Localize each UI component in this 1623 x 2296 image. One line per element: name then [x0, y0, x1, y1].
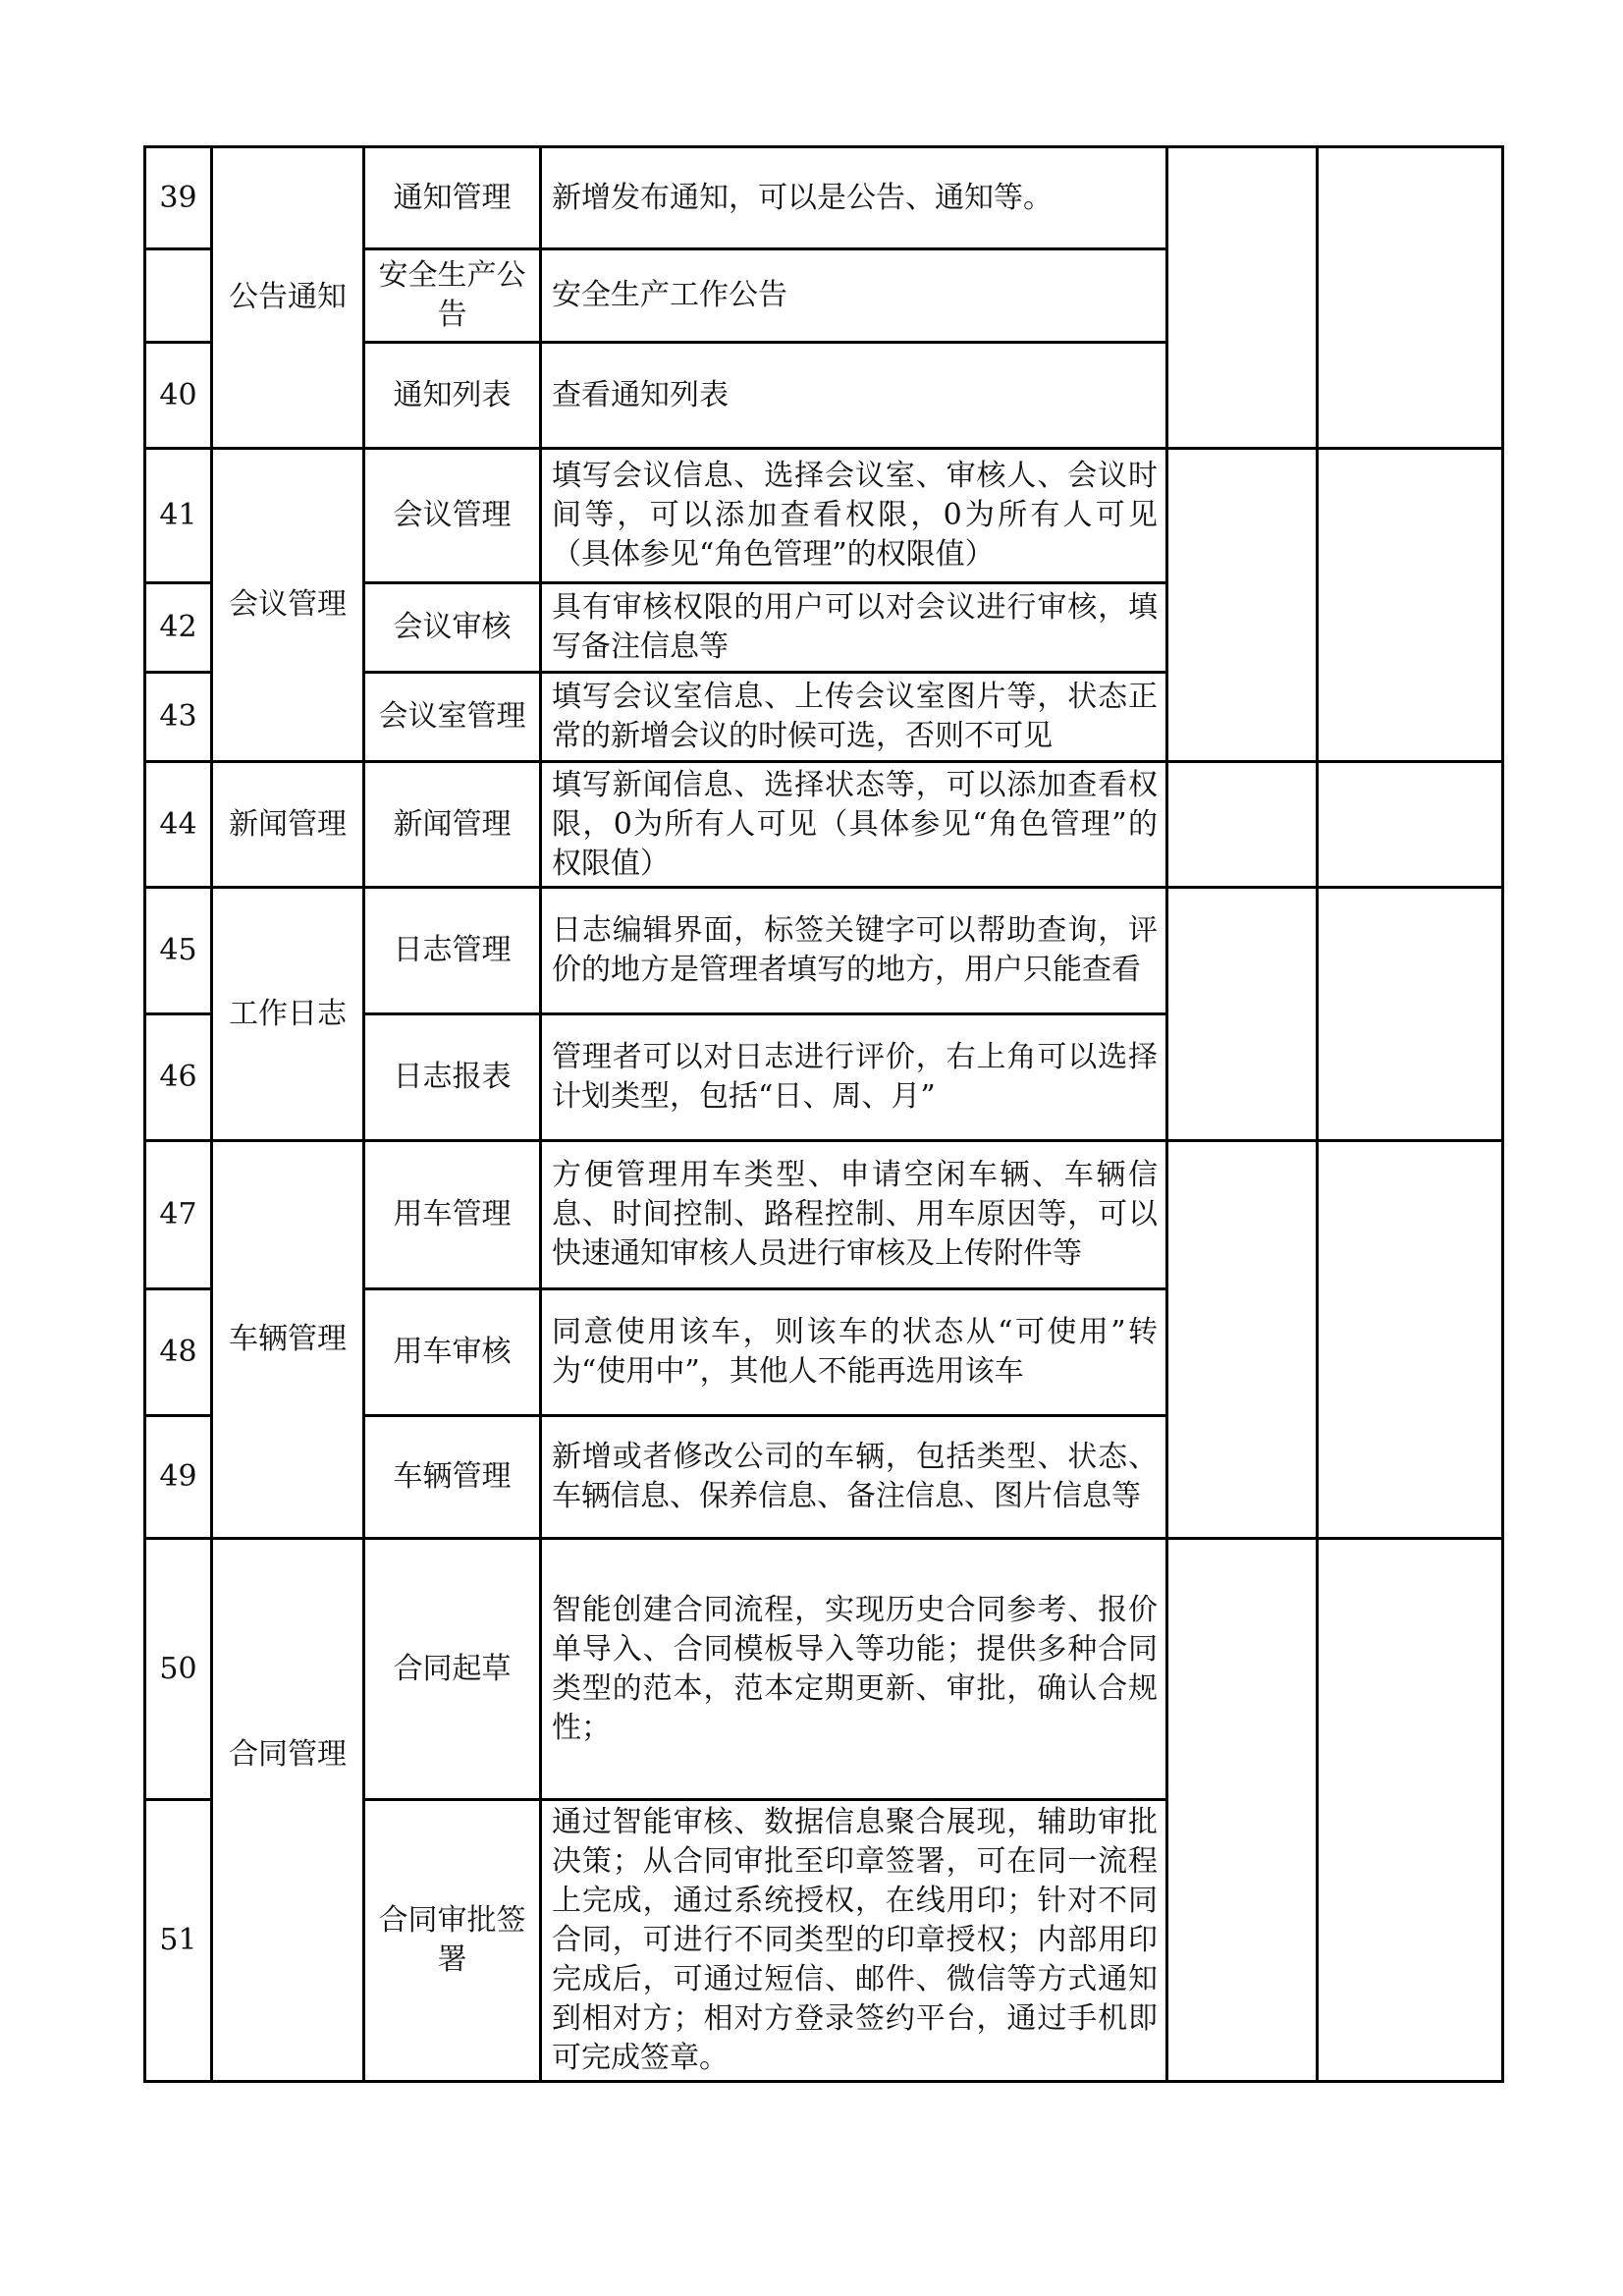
- feature-cell: 会议室管理: [364, 673, 541, 762]
- table-row: [145, 1141, 1503, 1289]
- row-number-cell: 41: [145, 449, 212, 583]
- feature-cell: 新闻管理: [364, 762, 541, 888]
- row-number-cell: 49: [145, 1416, 212, 1539]
- feature-cell: 用车管理: [364, 1141, 541, 1289]
- category-cell: 新闻管理: [212, 762, 364, 888]
- row-number-cell: 40: [145, 343, 212, 449]
- feature-cell: 合同起草: [364, 1539, 541, 1800]
- category-cell: 会议管理: [212, 449, 364, 762]
- description-cell: 安全生产工作公告: [541, 249, 1167, 343]
- row-number-cell: 51: [145, 1800, 212, 2082]
- category-cell: 合同管理: [212, 1539, 364, 2082]
- description-cell: 新增发布通知，可以是公告、通知等。: [541, 147, 1167, 249]
- feature-cell: 通知列表: [364, 343, 541, 449]
- table-row: [145, 449, 1503, 583]
- description-cell: 管理者可以对日志进行评价，右上角可以选择计划类型，包括“日、周、月”: [541, 1014, 1167, 1141]
- empty-col6-cell: [1318, 888, 1503, 1141]
- feature-cell: 会议管理: [364, 449, 541, 583]
- table-row: [145, 762, 1503, 888]
- row-number-cell: 50: [145, 1539, 212, 1800]
- feature-cell: 合同审批签署: [364, 1800, 541, 2082]
- row-number-cell: 39: [145, 147, 212, 249]
- feature-cell: 通知管理: [364, 147, 541, 249]
- description-cell: 查看通知列表: [541, 343, 1167, 449]
- category-cell: 车辆管理: [212, 1141, 364, 1539]
- empty-col5-cell: [1167, 1539, 1318, 2082]
- description-cell: 具有审核权限的用户可以对会议进行审核，填写备注信息等: [541, 583, 1167, 673]
- description-cell: 填写新闻信息、选择状态等，可以添加查看权限，0为所有人可见（具体参见“角色管理”的权限值）: [541, 762, 1167, 888]
- empty-col6-cell: [1318, 762, 1503, 888]
- description-cell: 智能创建合同流程，实现历史合同参考、报价单导入、合同模板导入等功能；提供多种合同类型的范本，范本定期更新、审批，确认合规性；: [541, 1539, 1167, 1800]
- feature-cell: 会议审核: [364, 583, 541, 673]
- row-number-cell: 46: [145, 1014, 212, 1141]
- table-row: [145, 147, 1503, 249]
- feature-cell: 车辆管理: [364, 1416, 541, 1539]
- feature-cell: 日志管理: [364, 888, 541, 1014]
- empty-col6-cell: [1318, 449, 1503, 762]
- table-row: [145, 888, 1503, 1014]
- description-cell: 方便管理用车类型、申请空闲车辆、车辆信息、时间控制、路程控制、用车原因等，可以快速通知审核人员进行审核及上传附件等: [541, 1141, 1167, 1289]
- row-number-cell: [145, 249, 212, 343]
- category-cell: 公告通知: [212, 147, 364, 449]
- feature-cell: 安全生产公告: [364, 249, 541, 343]
- row-number-cell: 43: [145, 673, 212, 762]
- description-cell: 通过智能审核、数据信息聚合展现，辅助审批决策；从合同审批至印章签署，可在同一流程上完成，通过系统授权，在线用印；针对不同合同，可进行不同类型的印章授权；内部用印完成后，可通过短信、邮件、微信等方式通知到相对方；相对方登录签约平台，通过手机即可完成签章。: [541, 1800, 1167, 2082]
- empty-col5-cell: [1167, 449, 1318, 762]
- row-number-cell: 44: [145, 762, 212, 888]
- feature-cell: 用车审核: [364, 1289, 541, 1416]
- feature-spec-table: [143, 145, 1504, 2083]
- row-number-cell: 47: [145, 1141, 212, 1289]
- row-number-cell: 45: [145, 888, 212, 1014]
- table-row: [145, 1539, 1503, 1800]
- empty-col5-cell: [1167, 888, 1318, 1141]
- empty-col5-cell: [1167, 1141, 1318, 1539]
- empty-col6-cell: [1318, 147, 1503, 449]
- category-cell: 工作日志: [212, 888, 364, 1141]
- feature-cell: 日志报表: [364, 1014, 541, 1141]
- empty-col5-cell: [1167, 147, 1318, 449]
- description-cell: 填写会议信息、选择会议室、审核人、会议时间等，可以添加查看权限，0为所有人可见（具体参见“角色管理”的权限值）: [541, 449, 1167, 583]
- empty-col6-cell: [1318, 1141, 1503, 1539]
- empty-col5-cell: [1167, 762, 1318, 888]
- description-cell: 新增或者修改公司的车辆，包括类型、状态、车辆信息、保养信息、备注信息、图片信息等: [541, 1416, 1167, 1539]
- row-number-cell: 42: [145, 583, 212, 673]
- description-cell: 同意使用该车，则该车的状态从“可使用”转为“使用中”，其他人不能再选用该车: [541, 1289, 1167, 1416]
- row-number-cell: 48: [145, 1289, 212, 1416]
- empty-col6-cell: [1318, 1539, 1503, 2082]
- description-cell: 日志编辑界面，标签关键字可以帮助查询，评价的地方是管理者填写的地方，用户只能查看: [541, 888, 1167, 1014]
- description-cell: 填写会议室信息、上传会议室图片等，状态正常的新增会议的时候可选，否则不可见: [541, 673, 1167, 762]
